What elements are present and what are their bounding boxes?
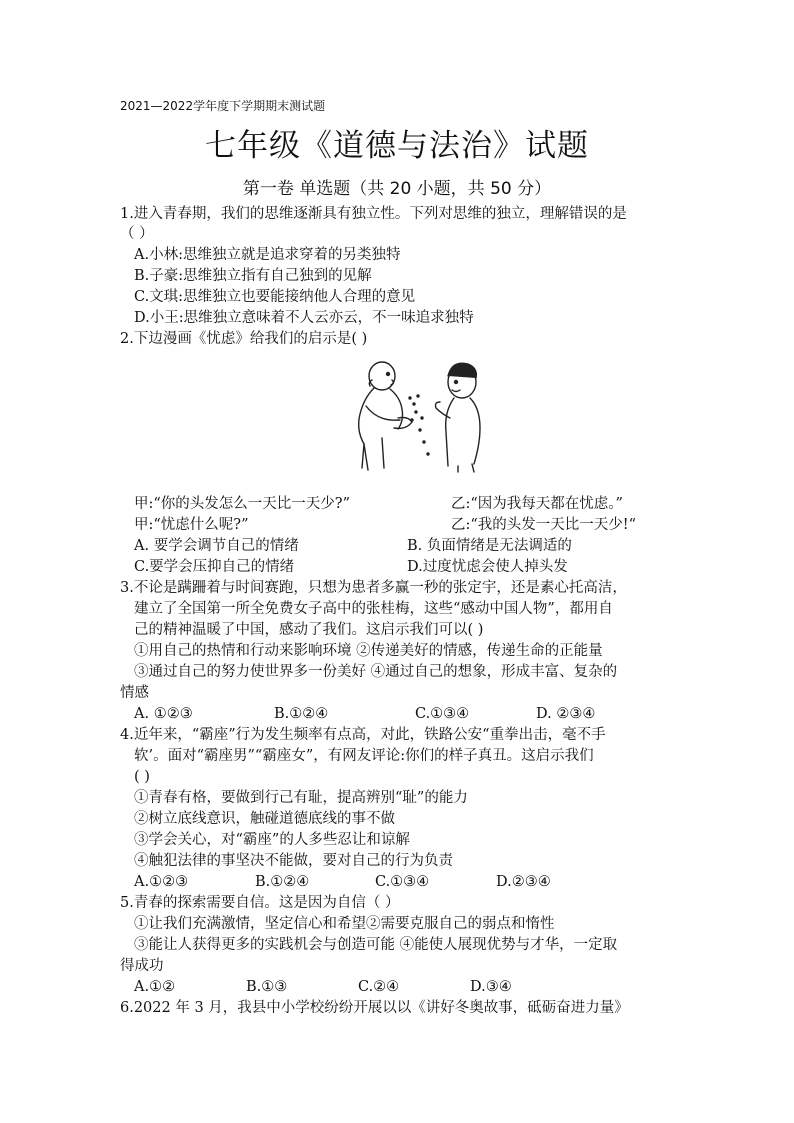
page-title: 七年级《道德与法治》试题	[205, 128, 589, 164]
dialogue-1-left: 甲:“你的头发怎么一天比一天少?”	[134, 496, 350, 512]
question-4-option-a: A.①②③	[134, 874, 189, 890]
question-4-statement-3: ③学会关心，对“霸座”的人多些忍让和谅解	[134, 832, 410, 848]
question-1-option-b: B.子豪:思维独立指有自己独到的见解	[134, 268, 372, 284]
question-2-option-b: B. 负面情绪是无法调适的	[407, 538, 572, 554]
question-4-statement-1: ①青春有格，要做到行己有耻，提高辨别“耻”的能力	[134, 790, 468, 806]
dialogue-2-left: 甲:“忧虑什么呢?”	[134, 517, 249, 533]
question-3-statement-1: ①用自己的热情和行动来影响环境 ②传递美好的情感，传递生命的正能量	[134, 643, 603, 659]
question-4-statement-4: ④触犯法律的事坚决不能做，要对自己的行为负责	[134, 853, 453, 869]
question-3-stem-1: 3.不论是蹒跚着与时间赛跑，只想为患者多赢一秒的张定宇，还是素心托高洁，	[120, 580, 627, 596]
question-3-option-c: C.①③④	[415, 706, 470, 722]
question-4-option-b: B.①②④	[255, 874, 310, 890]
question-4-option-c: C.①③④	[375, 874, 430, 890]
question-3-option-a: A. ①②③	[134, 706, 193, 722]
question-2-option-a: A. 要学会调节自己的情绪	[134, 538, 299, 554]
question-5-statement-1: ①让我们充满激情，坚定信心和希望②需要克服自己的弱点和惰性	[134, 916, 555, 932]
question-3-statement-3: 情感	[120, 685, 149, 701]
question-4-option-d: D.②③④	[496, 874, 551, 890]
question-3-option-b: B.①②④	[274, 706, 329, 722]
question-5-statement-3: 得成功	[120, 958, 164, 974]
question-1-option-c: C.文琪:思维独立也要能接纳他人合理的意见	[134, 289, 416, 305]
exam-header: 2021—2022学年度下学期期末测试题	[120, 99, 326, 113]
question-5-statement-2: ③能让人获得更多的实践机会与创造可能 ④能使人展现优势与才华，一定取	[134, 937, 618, 953]
question-5-option-b: B.①③	[246, 979, 288, 995]
dialogue-2-right: 乙:“我的头发一天比一天少!“	[451, 517, 637, 533]
question-2-option-c: C.要学会压抑自己的情绪	[134, 559, 295, 575]
question-1-stem: 1.进入青春期，我们的思维逐渐具有独立性。下列对思维的独立，理解错误的是	[120, 206, 627, 222]
question-3-stem-3: 己的精神温暖了中国，感动了我们。这启示我们可以( )	[134, 622, 484, 638]
question-1-blank: （ ）	[120, 226, 154, 242]
question-3-statement-2: ③通过自己的努力使世界多一份美好 ④通过自己的想象，形成丰富、复杂的	[134, 664, 618, 680]
question-4-stem-2: 软’。面对“霸座男”“霸座女”，有网友评论:你们的样子真丑。这启示我们	[134, 748, 594, 764]
question-4-statement-2: ②树立底线意识，触碰道德底线的事不做	[134, 811, 395, 827]
question-2-stem: 2.下边漫画《忧虑》给我们的启示是( )	[120, 331, 368, 347]
cartoon-illustration	[352, 358, 512, 474]
question-6-stem-1: 6.2022 年 3 月，我县中小学校纷纷开展以以《讲好冬奥故事，砥砺奋进力量》	[120, 1000, 629, 1016]
question-4-stem-3: ( )	[134, 769, 150, 785]
dialogue-1-right: 乙:“因为我每天都在忧虑。”	[451, 496, 623, 512]
question-2-option-d: D.过度忧虑会使人掉头发	[407, 559, 568, 575]
question-5-stem: 5.青春的探索需要自信。这是因为自信（ ）	[120, 895, 400, 911]
question-5-option-a: A.①②	[134, 979, 176, 995]
question-4-stem-1: 4.近年来，“霸座”行为发生频率有点高，对此，铁路公安“重拳出击，毫不手	[120, 727, 606, 743]
question-5-option-c: C.②④	[358, 979, 400, 995]
question-1-option-a: A.小林:思维独立就是追求穿着的另类独特	[134, 247, 401, 263]
question-1-option-d: D.小王:思维独立意味着不人云亦云，不一味追求独特	[134, 310, 474, 326]
question-3-option-d: D. ②③④	[536, 706, 596, 722]
question-3-stem-2: 建立了全国第一所全免费女子高中的张桂梅，这些“感动中国人物”，都用自	[134, 601, 613, 617]
question-5-option-d: D.③④	[470, 979, 512, 995]
section-title: 第一卷 单选题（共 20 小题，共 50 分）	[242, 179, 552, 199]
